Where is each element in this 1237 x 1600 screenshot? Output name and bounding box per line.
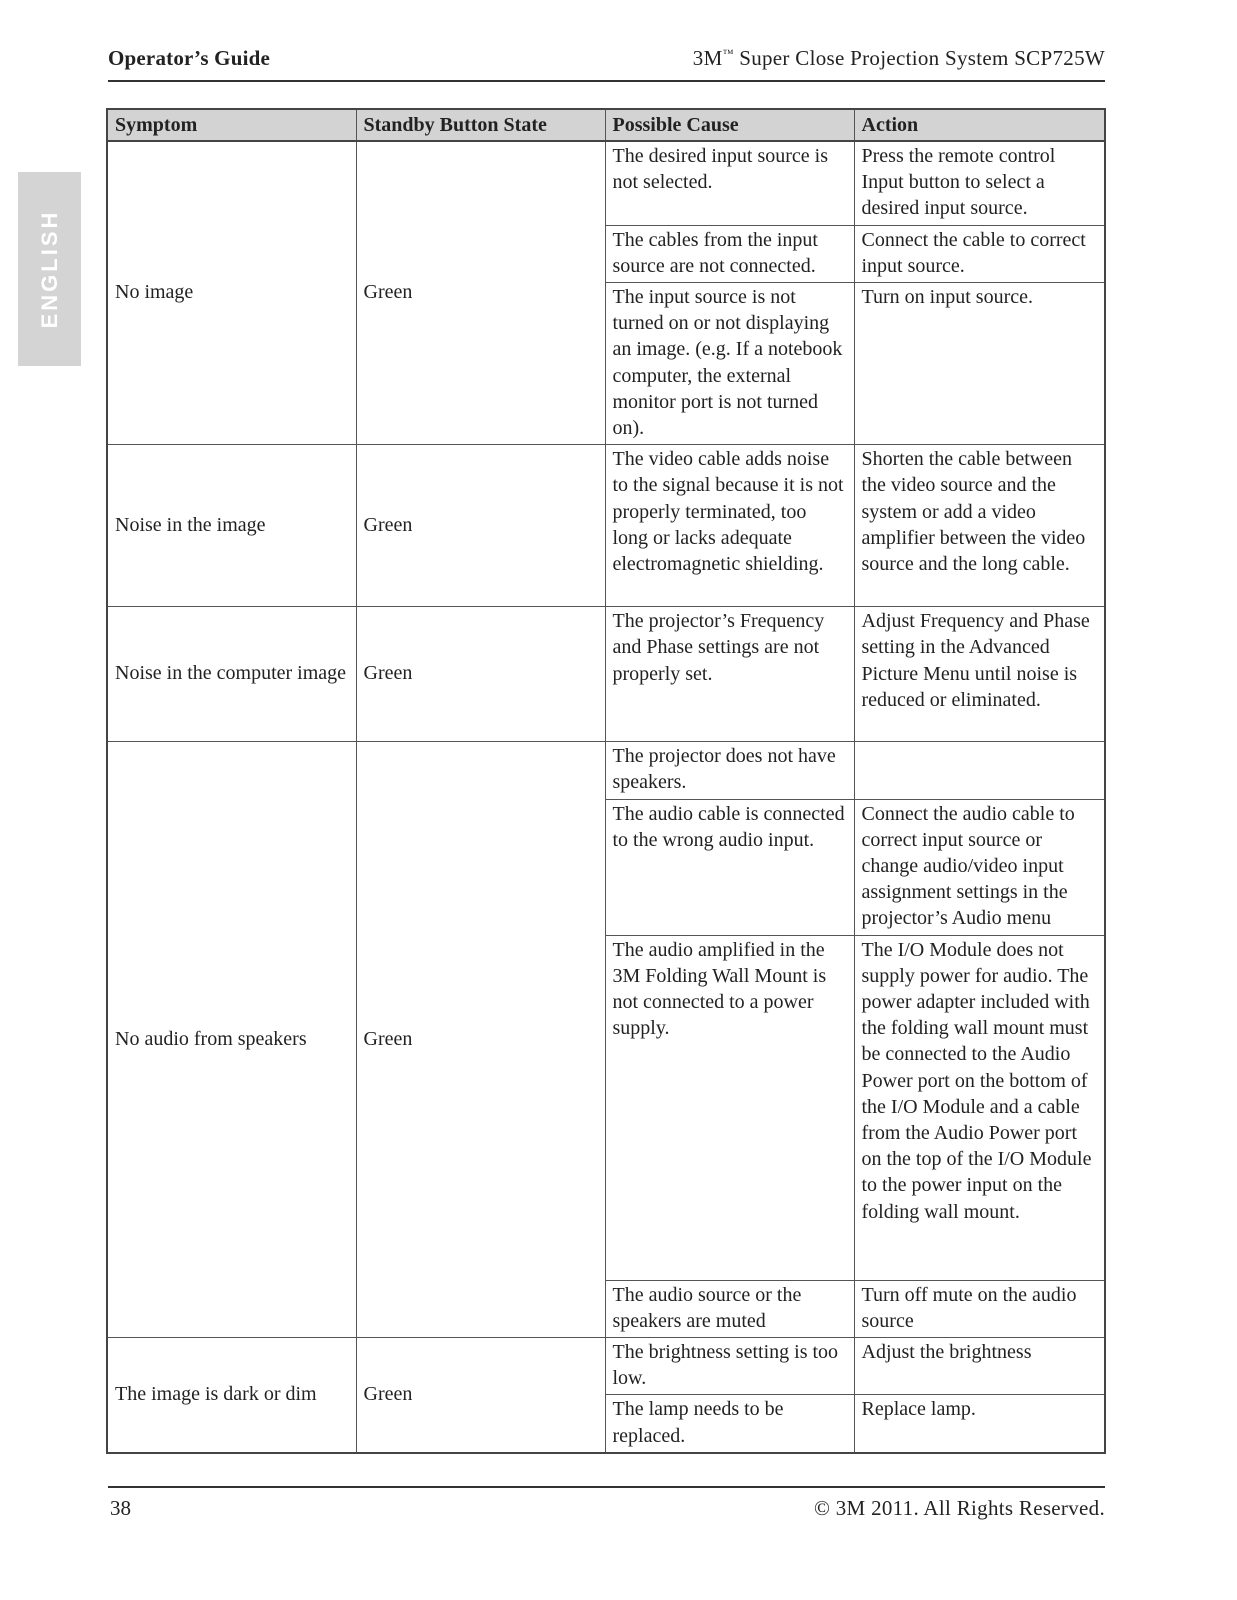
action-cell: Adjust Frequency and Phase setting in the Advanced Picture Menu until noise is reduced or eliminated. [854,607,1105,742]
action-cell: Shorten the cable between the video source and the system or add a video amplifier between the video source and the long cable. [854,445,1105,607]
cause-cell: The audio source or the speakers are muted [605,1280,854,1337]
cause-cell: The projector does not have speakers. [605,742,854,799]
standby-state-cell: Green [356,445,605,607]
symptom-cell: The image is dark or dim [107,1338,356,1453]
action-cell: Adjust the brightness [854,1338,1105,1395]
action-cell [854,742,1105,799]
cause-cell: The projector’s Frequency and Phase settings are not properly set. [605,607,854,742]
header-action: Action [854,109,1105,141]
table-row [107,607,1105,742]
troubleshooting-table [106,108,1106,1454]
standby-state-cell: Green [356,1338,605,1453]
cause-cell: The lamp needs to be replaced. [605,1395,854,1453]
standby-state-cell: Green [356,742,605,1338]
page-number: 38 [110,1496,131,1520]
table-header-row [107,109,1105,141]
action-cell: Press the remote control Input button to select a desired input source. [854,141,1105,225]
cause-cell: The video cable adds noise to the signal because it is not properly terminated, too long or lacks adequate electromagnetic shielding. [605,445,854,607]
action-cell: Turn off mute on the audio source [854,1280,1105,1337]
page-footer [108,1486,1105,1528]
cause-cell: The desired input source is not selected. [605,141,854,225]
header-standby-state: Standby Button State [356,109,605,141]
action-cell: The I/O Module does not supply power for audio. The power adapter included with the folding wall mount must be connected to the Audio Power port on the bottom of the I/O Module and a cable from the Audio Power port on the top of the I/O Module to the power input on the folding wall mount. [854,935,1105,1280]
table-row [107,1338,1105,1395]
standby-state-cell: Green [356,607,605,742]
cause-cell: The audio cable is connected to the wrong audio input. [605,799,854,935]
table-row [107,445,1105,607]
language-tab [18,172,81,366]
language-label: ENGLISH [36,209,62,329]
header-symptom: Symptom [107,109,356,141]
cause-cell: The audio amplified in the 3M Folding Wall Mount is not connected to a power supply. [605,935,854,1280]
symptom-cell: Noise in the computer image [107,607,356,742]
symptom-cell: No image [107,141,356,445]
action-cell: Connect the audio cable to correct input source or change audio/video input assignment settings in the projector’s Audio menu [854,799,1105,935]
guide-title: Operator’s Guide [108,46,271,70]
standby-state-cell: Green [356,141,605,445]
symptom-cell: No audio from speakers [107,742,356,1338]
table-row [107,141,1105,225]
product-name: Super Close Projection System SCP725W [733,46,1105,70]
action-cell: Connect the cable to correct input source. [854,225,1105,282]
cause-cell: The input source is not turned on or not displaying an image. (e.g. If a notebook computer, the external monitor port is not turned on). [605,283,854,445]
action-cell: Replace lamp. [854,1395,1105,1453]
cause-cell: The brightness setting is too low. [605,1338,854,1395]
copyright-notice: © 3M 2011. All Rights Reserved. [813,1496,1105,1520]
trademark-symbol: ™ [722,48,734,60]
header-possible-cause: Possible Cause [605,109,854,141]
cause-cell: The cables from the input source are not connected. [605,225,854,282]
table-row [107,742,1105,799]
page-header [108,46,1105,82]
symptom-cell: Noise in the image [107,445,356,607]
product-title [693,46,1105,71]
action-cell: Turn on input source. [854,283,1105,445]
brand-name: 3M [692,46,723,70]
